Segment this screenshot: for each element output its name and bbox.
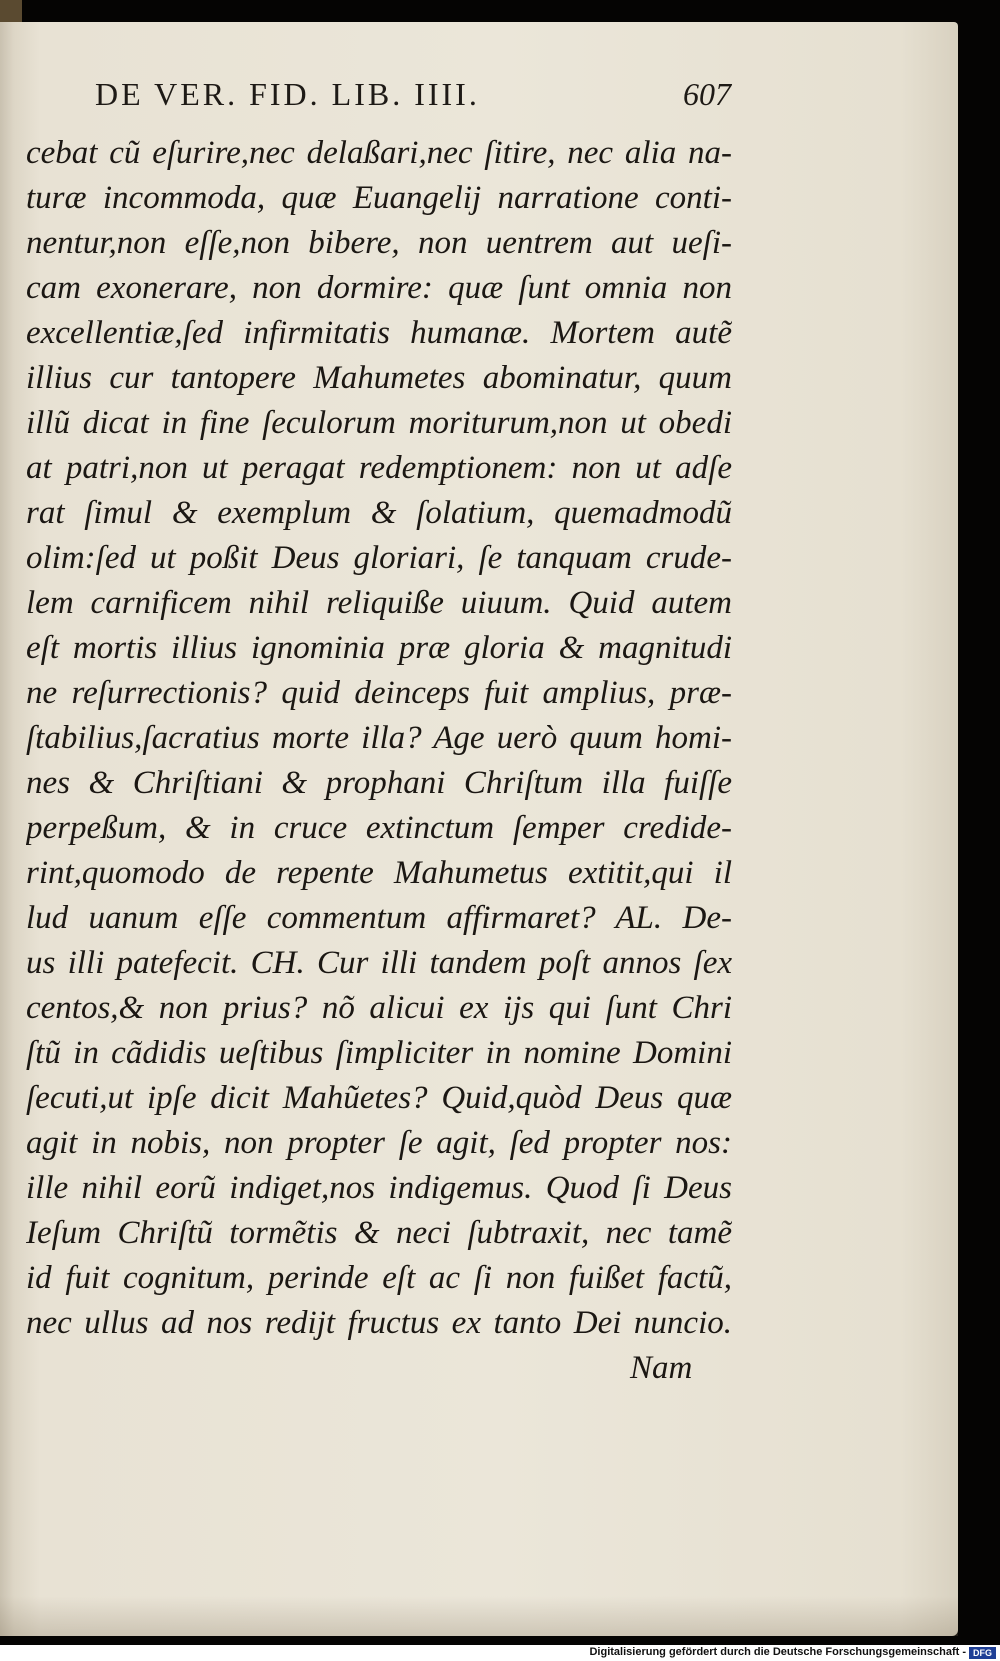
text-line: olim:ſed ut poßit Deus gloriari, ſe tanquam crude- xyxy=(26,540,732,576)
text-line: cam exonerare, non dormire: quæ ſunt omnia non xyxy=(26,270,732,306)
book-spine-edge xyxy=(0,0,22,22)
text-line: Ieſum Chriſtũ tormẽtis & neci ſubtraxit, nec tamẽ xyxy=(26,1215,732,1251)
text-line: at patri,non ut peragat redemptionem: non ut adſe xyxy=(26,450,732,486)
text-line: turæ incommoda, quæ Euangelij narratione conti- xyxy=(26,180,732,216)
text-line: nes & Chriſtiani & prophani Chriſtum illa fuiſſe xyxy=(26,765,732,801)
text-line: cebat cũ eſurire,nec delaßari,nec ſitire, nec alia na- xyxy=(26,135,732,171)
text-line: lem carnificem nihil reliquiße uiuum. Quid autem xyxy=(26,585,732,621)
text-line: eſt mortis illius ignominia præ gloria & magnitudi xyxy=(26,630,732,666)
text-line: ſtũ in cãdidis ueſtibus ſimpliciter in nomine Domini xyxy=(26,1035,732,1071)
text-line: ne reſurrectionis? quid deinceps fuit amplius, præ- xyxy=(26,675,732,711)
text-line: rat ſimul & exemplum & ſolatium, quemadmodũ xyxy=(26,495,732,531)
text-line: nentur,non eſſe,non bibere, non uentrem aut ueſi- xyxy=(26,225,732,261)
text-line: id fuit cognitum, perinde eſt ac ſi non fuißet factũ, xyxy=(26,1260,732,1296)
text-line: lud uanum eſſe commentum affirmaret? AL. De- xyxy=(26,900,732,936)
text-line: ſecuti,ut ipſe dicit Mahũetes? Quid,quòd Deus quæ xyxy=(26,1080,732,1116)
text-line: excellentiæ,ſed infirmitatis humanæ. Mortem autẽ xyxy=(26,315,732,351)
text-line: illius cur tantopere Mahumetes abominatur, quum xyxy=(26,360,732,396)
running-header xyxy=(95,76,731,116)
catchword: Nam xyxy=(630,1350,693,1386)
text-line: centos,& non prius? nõ alicui ex ijs qui ſunt Chri xyxy=(26,990,732,1026)
dfg-logo: DFG xyxy=(969,1647,996,1659)
text-line: rint,quomodo de repente Mahumetus extitit,qui il xyxy=(26,855,732,891)
funding-credit: Digitalisierung gefördert durch die Deutsche Forschungsgemeinschaft - xyxy=(589,1646,966,1658)
running-title: DE VER. FID. LIB. IIII. xyxy=(95,76,480,112)
page-number: 607 xyxy=(683,76,731,112)
text-line: ſtabilius,ſacratius morte illa? Age uerò quum homi- xyxy=(26,720,732,756)
text-line: perpeßum, & in cruce extinctum ſemper credide- xyxy=(26,810,732,846)
text-line: ille nihil eorũ indiget,nos indigemus. Quod ſi Deus xyxy=(26,1170,732,1206)
text-line: nec ullus ad nos redijt fructus ex tanto Dei nuncio. xyxy=(26,1305,732,1341)
text-line: agit in nobis, non propter ſe agit, ſed propter nos: xyxy=(26,1125,732,1161)
text-line: us illi patefecit. CH. Cur illi tandem poſt annos ſex xyxy=(26,945,732,981)
text-line: illũ dicat in fine ſeculorum moriturum,non ut obedi xyxy=(26,405,732,441)
footer-bar xyxy=(0,1645,1000,1661)
page-body-text xyxy=(26,131,732,1346)
